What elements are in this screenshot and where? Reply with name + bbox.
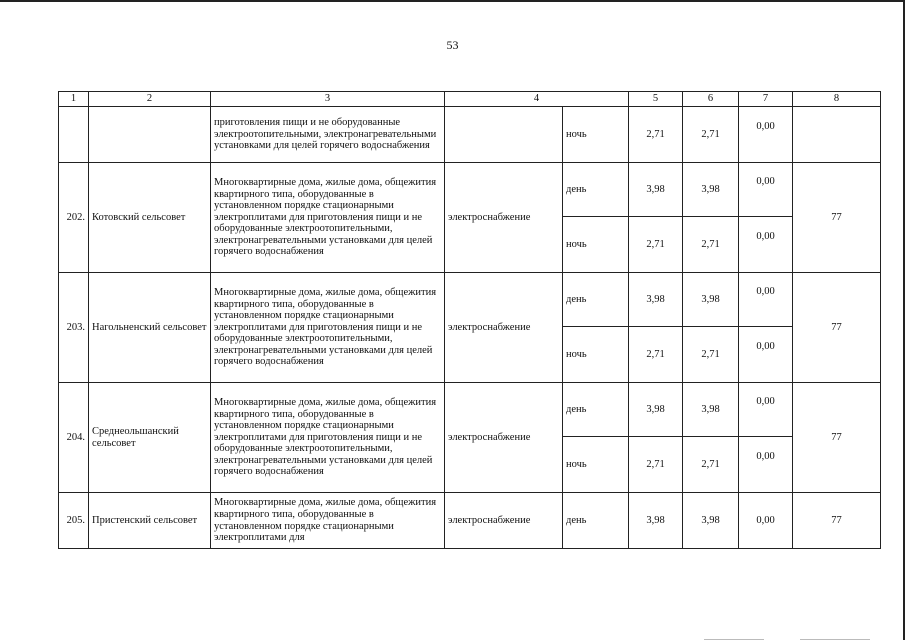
value-col8: 77 bbox=[793, 383, 881, 493]
settlement-name: Нагольненский сельсовет bbox=[89, 273, 211, 383]
value-col5: 2,71 bbox=[629, 437, 683, 493]
settlement-name: Среднеольшанский сельсовет bbox=[89, 383, 211, 493]
row-number: 204. bbox=[59, 383, 89, 493]
period-cell: день bbox=[563, 273, 629, 327]
value-col6: 2,71 bbox=[683, 107, 739, 163]
row-number: 205. bbox=[59, 493, 89, 549]
value-col5: 3,98 bbox=[629, 273, 683, 327]
value-col7: 0,00 bbox=[739, 107, 793, 163]
value-col5: 2,71 bbox=[629, 107, 683, 163]
value-col6: 2,71 bbox=[683, 327, 739, 383]
value-col8: 77 bbox=[793, 273, 881, 383]
header-col-1: 1 bbox=[59, 92, 89, 107]
header-col-2: 2 bbox=[89, 92, 211, 107]
value-col8: 77 bbox=[793, 493, 881, 549]
table-row bbox=[59, 493, 881, 549]
scan-top-edge bbox=[0, 0, 905, 2]
value-col5: 3,98 bbox=[629, 383, 683, 437]
header-col-8: 8 bbox=[793, 92, 881, 107]
period-cell: ночь bbox=[563, 107, 629, 163]
value-col5: 2,71 bbox=[629, 217, 683, 273]
description-cell: Многоквартирные дома, жилые дома, общежития квартирного типа, оборудованные в установленном порядке стационарными электроплитами для приготовления пищи и не оборудованные электроотопительными, электронагревательными установками для целей горячего водоснабжения bbox=[211, 273, 445, 383]
description-cell: Многоквартирные дома, жилые дома, общежития квартирного типа, оборудованные в установленном порядке стационарными электроплитами для bbox=[211, 493, 445, 549]
period-cell: ночь bbox=[563, 327, 629, 383]
page-number: 53 bbox=[446, 38, 459, 52]
table-row-continuation bbox=[59, 107, 881, 163]
value-col5: 2,71 bbox=[629, 327, 683, 383]
row-number: 202. bbox=[59, 163, 89, 273]
tariff-table bbox=[58, 91, 881, 549]
value-col7: 0,00 bbox=[739, 273, 793, 327]
service-cell: электроснабжение bbox=[445, 163, 563, 273]
value-col5: 3,98 bbox=[629, 163, 683, 217]
value-col7: 0,00 bbox=[739, 383, 793, 437]
value-col6: 2,71 bbox=[683, 437, 739, 493]
header-col-4: 4 bbox=[445, 92, 629, 107]
row-number: 203. bbox=[59, 273, 89, 383]
service-cell: электроснабжение bbox=[445, 493, 563, 549]
description-cell: приготовления пищи и не оборудованные электроотопительными, электронагревательными установками для целей горячего водоснабжения bbox=[211, 107, 445, 163]
service-cell: электроснабжение bbox=[445, 383, 563, 493]
period-cell: день bbox=[563, 493, 629, 549]
value-col7: 0,00 bbox=[739, 217, 793, 273]
description-cell: Многоквартирные дома, жилые дома, общежития квартирного типа, оборудованные в установленном порядке стационарными электроплитами для приготовления пищи и не оборудованные электроотопительными, электронагревательными установками для целей горячего водоснабжения bbox=[211, 163, 445, 273]
period-cell: ночь bbox=[563, 217, 629, 273]
header-row bbox=[59, 92, 881, 107]
value-col7: 0,00 bbox=[739, 437, 793, 493]
header-col-3: 3 bbox=[211, 92, 445, 107]
description-cell: Многоквартирные дома, жилые дома, общежития квартирного типа, оборудованные в установленном порядке стационарными электроплитами для приготовления пищи и не оборудованные электроотопительными, электронагревательными установками для целей горячего водоснабжения bbox=[211, 383, 445, 493]
header-col-5: 5 bbox=[629, 92, 683, 107]
period-cell: день bbox=[563, 163, 629, 217]
value-col6: 2,71 bbox=[683, 217, 739, 273]
value-col7: 0,00 bbox=[739, 493, 793, 549]
header-col-6: 6 bbox=[683, 92, 739, 107]
table-row bbox=[59, 383, 881, 437]
value-col5: 3,98 bbox=[629, 493, 683, 549]
value-col8: 77 bbox=[793, 163, 881, 273]
settlement-name: Котовский сельсовет bbox=[89, 163, 211, 273]
value-col6: 3,98 bbox=[683, 493, 739, 549]
value-col7: 0,00 bbox=[739, 163, 793, 217]
table-row bbox=[59, 273, 881, 327]
period-cell: день bbox=[563, 383, 629, 437]
service-cell: электроснабжение bbox=[445, 273, 563, 383]
value-col6: 3,98 bbox=[683, 273, 739, 327]
period-cell: ночь bbox=[563, 437, 629, 493]
value-col6: 3,98 bbox=[683, 383, 739, 437]
settlement-name: Пристенский сельсовет bbox=[89, 493, 211, 549]
value-col6: 3,98 bbox=[683, 163, 739, 217]
header-col-7: 7 bbox=[739, 92, 793, 107]
value-col7: 0,00 bbox=[739, 327, 793, 383]
table-row bbox=[59, 163, 881, 217]
